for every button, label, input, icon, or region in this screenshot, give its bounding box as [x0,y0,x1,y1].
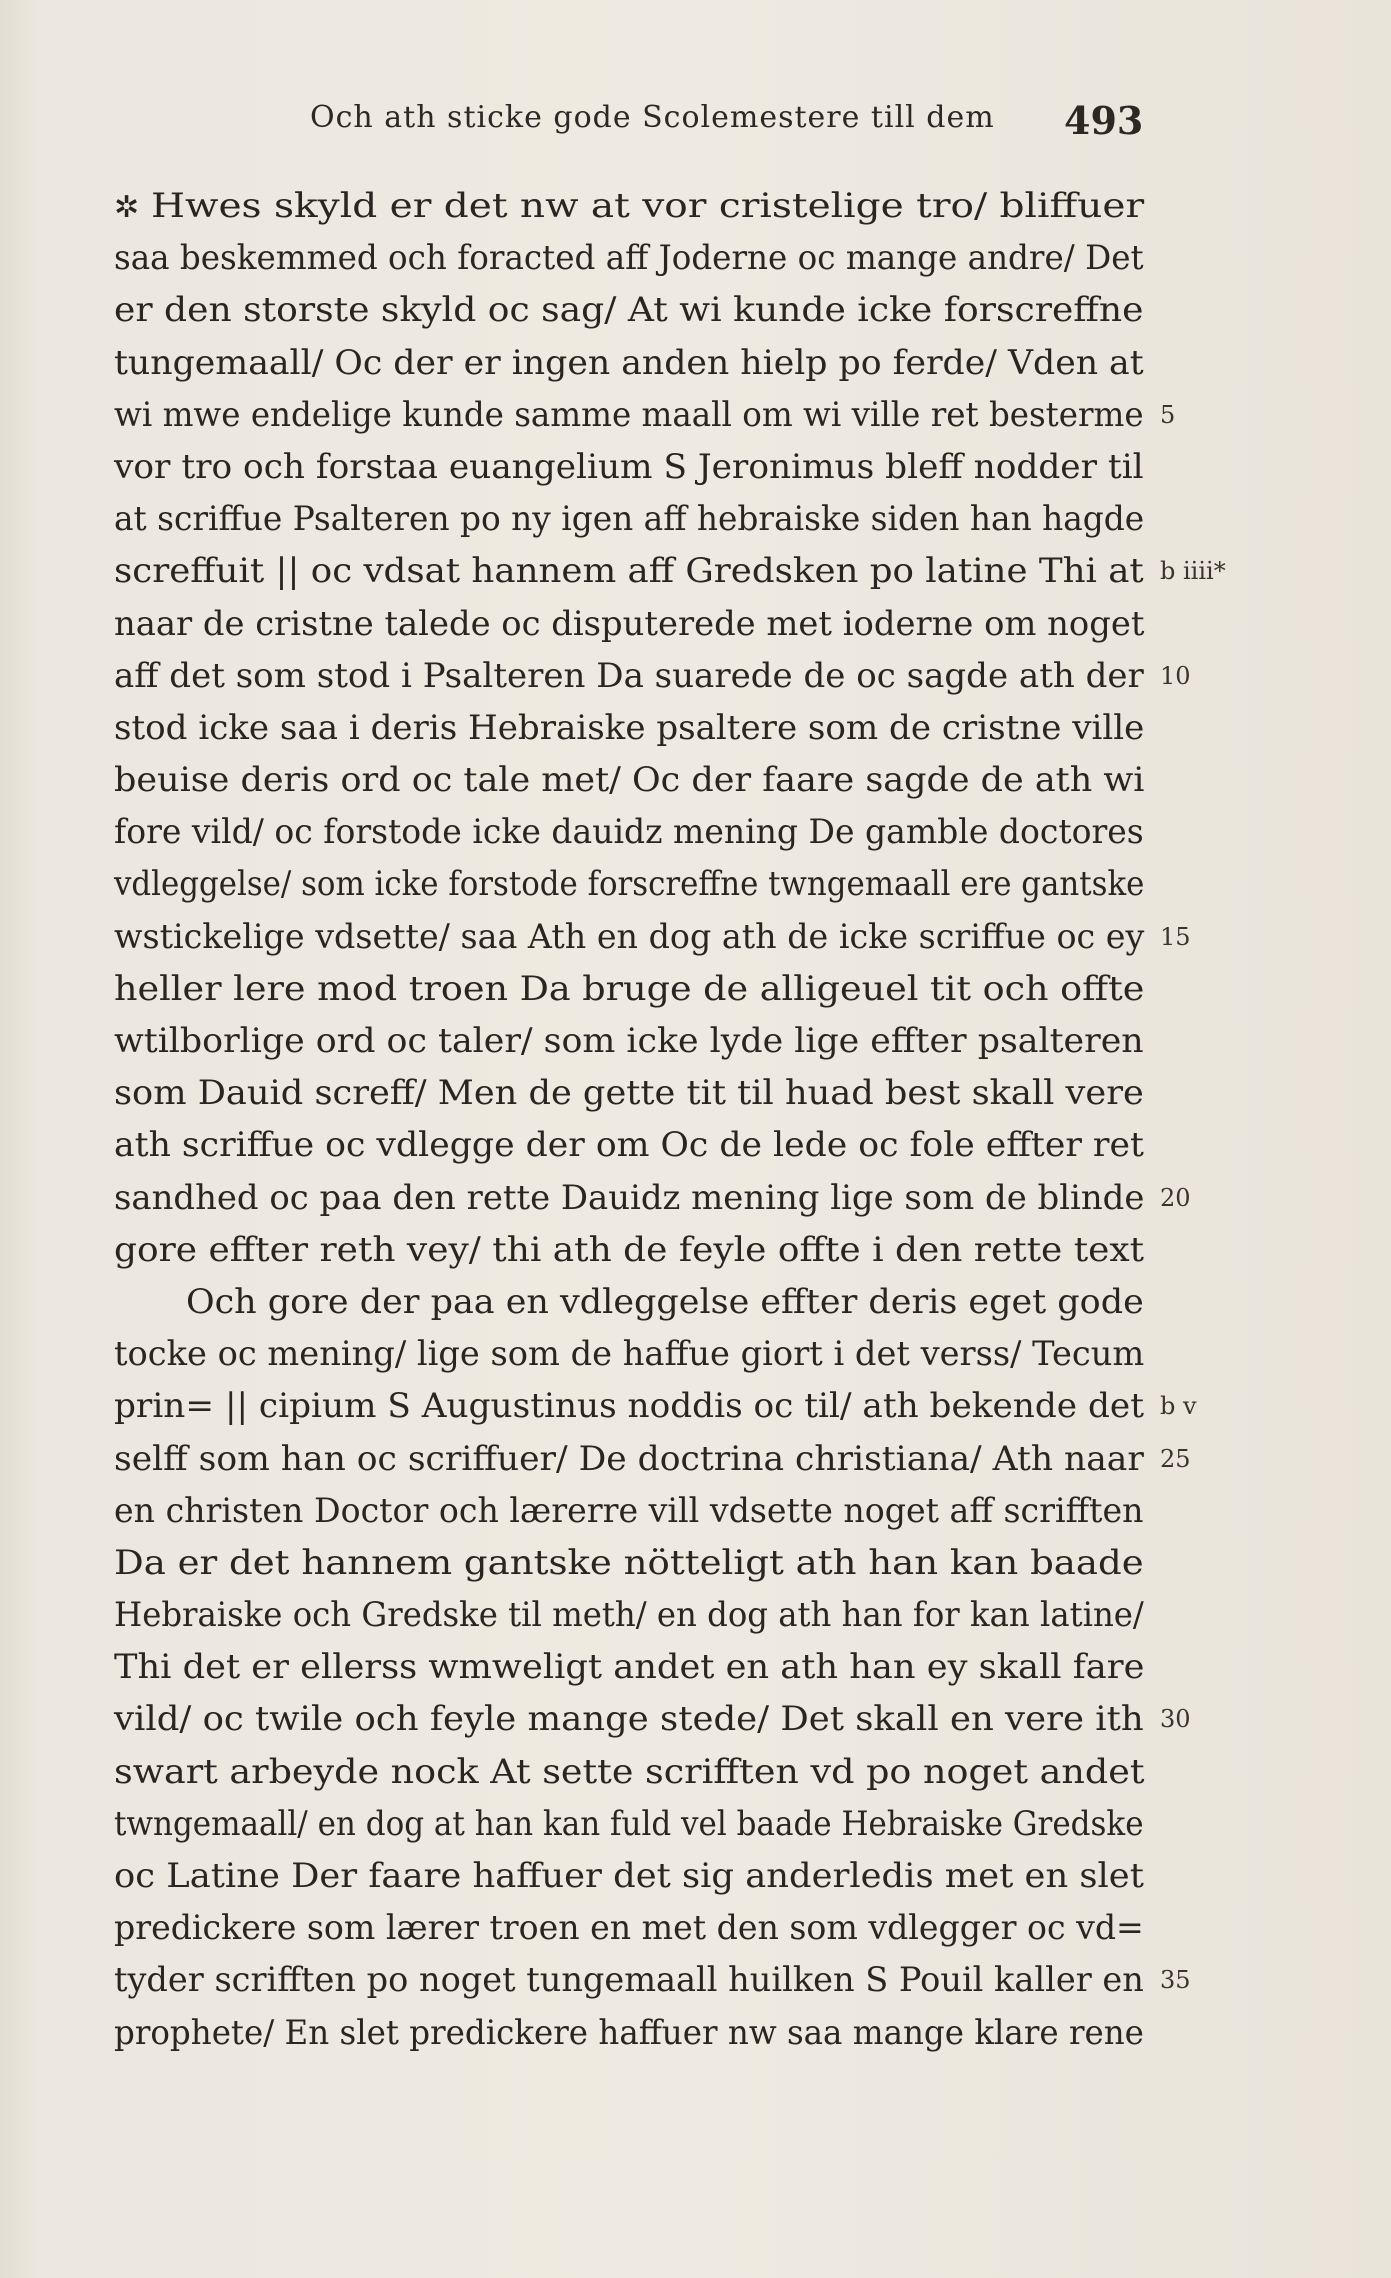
line-text: vdleggelse/ som icke forstode forscreffne twngemaall ere gantske [114,864,1145,905]
text-line [114,180,1144,232]
line-text: tyder scrifften po noget tungemaall huilken S Pouil kaller en [114,1960,1144,2001]
line-text: screffuit || oc vdsat hannem aff Gredsken po latine Thi at [114,551,1144,592]
text-line [114,1902,1144,1954]
line-text: ath scriffue oc vdlegge der om Oc de lede oc fole effter ret [114,1125,1144,1166]
text-line [114,441,1144,493]
text-line [114,598,1144,650]
line-text: oc Latine Der faare haffuer det sig anderledis met en slet [114,1856,1144,1896]
text-line [114,1954,1191,2006]
margin-line-number: 25 [1160,1444,1191,1473]
section-mark: ✲ [114,190,140,225]
text-line [114,337,1144,389]
line-text: vor tro och forstaa euangelium S Jeronimus bleff nodder til [114,446,1144,487]
margin-line-number: 35 [1160,1966,1191,1995]
text-line [114,1380,1197,1432]
text-line [114,284,1144,336]
line-text: saa beskemmed och foracted aff Joderne oc mange andre/ Det [114,238,1144,279]
text-line [114,1328,1144,1380]
text-line [114,389,1176,441]
margin-line-number: 20 [1160,1183,1191,1212]
line-text: wi mwe endelige kunde samme maall om wi ville ret besterme [114,394,1144,435]
text-line [114,806,1144,858]
line-text: prophete/ En slet predickere haffuer nw saa mange klare rene [114,2012,1144,2053]
line-text: Och gore der paa en vdleggelse effter deris eget gode [185,1281,1144,1322]
line-text: wtilborlige ord oc taler/ som icke lyde lige effter psalteren [114,1021,1144,1061]
text-line [114,2007,1144,2059]
line-text: en christen Doctor och lærerre vill vdsette noget aff scrifften [114,1490,1144,1531]
line-text: som Dauid screff/ Men de gette tit til huad best skall vere [114,1073,1144,1114]
page-number: 493 [1064,98,1144,143]
text-line [114,1015,1144,1067]
text-line [114,911,1191,963]
margin-line-number: 15 [1160,922,1191,951]
running-head: Och ath stickе gode Scolemestere till dem [310,100,995,135]
text-line [114,1798,1144,1850]
text-line [114,650,1191,702]
text-line [114,1172,1191,1224]
line-text: predickere som lærer troen en met den som vdlegger oc vd= [114,1908,1144,1949]
line-text: naar de cristne talede oc disputerede met ioderne om noget [114,603,1145,644]
text-line [114,493,1144,545]
text-line [114,1589,1144,1641]
line-text: swart arbeyde nock At sette scrifften vd po noget andet [114,1751,1145,1792]
line-text: at scriffue Psalteren po ny igen aff hebraiske siden han hagde [114,499,1145,540]
line-text: tungemaall/ Oc der er ingen anden hielp po ferde/ Vden at [114,342,1144,383]
text-line [114,754,1144,806]
text-line [114,1067,1144,1119]
text-line [114,1746,1144,1798]
line-text: aff det som stod i Psalteren Da suarede de oc sagde ath der [114,655,1144,696]
line-text: twngemaall/ en dog at han kan fuld vel baade Hebraiske Gredske [114,1803,1144,1844]
margin-line-number: b iiii* [1160,557,1226,586]
text-line [114,1276,1144,1328]
line-text: Da er det hannem gantske nötteligt ath han kan baade [114,1542,1144,1583]
line-text: sandhed oc paa den rette Dauidz mening lige som de blinde [114,1177,1145,1218]
text-line [114,1119,1144,1171]
line-text: selff som han oc scriffuer/ De doctrina christiana/ Ath naar [114,1438,1144,1479]
line-text: fore vild/ oc forstode icke dauidz mening De gamble doctores [114,812,1144,853]
line-text: vild/ oc twile och feyle mange stede/ Det skall en vere ith [114,1699,1144,1740]
line-text: wstickelige vdsette/ saa Ath en dog ath de icke scriffue oc ey [114,916,1145,957]
text-line [114,1641,1144,1693]
line-text: stod icke saa i deris Hebraiske psaltere som de cristne ville [114,707,1145,748]
body-text [114,180,1226,2059]
text-line [114,1224,1144,1276]
line-text: beuise deris ord oc tale met/ Oc der faare sagde de ath wi [114,760,1145,801]
line-text: prin= || cipium S Augustinus noddis oc til/ ath bekende det [114,1386,1144,1427]
line-text: Hebraiske och Gredske til meth/ en dog ath han for kan latine/ [114,1595,1144,1636]
text-line [114,702,1144,754]
line-text: heller lere mod troen Da bruge de alligeuel tit och offte [114,968,1145,1009]
text-line [114,1850,1144,1902]
text-line [114,858,1144,910]
line-text: tocke oc mening/ lige som de haffue giort i det verss/ Tecum [114,1334,1145,1375]
margin-line-number: 30 [1160,1705,1191,1734]
line-text: Hwes skyld er det nw at vor cristelige tro/ bliffuer [151,186,1145,226]
text-line [114,1433,1191,1485]
text-line [114,1485,1144,1537]
line-text: er den storste skyld oc sag/ At wi kunde icke forscreffne [114,290,1144,331]
text-line [114,232,1144,284]
line-text: gore effter reth vey/ thi ath de feyle offte i den rette text [114,1229,1145,1270]
margin-line-number: 5 [1160,400,1176,429]
margin-line-number: b v [1160,1392,1197,1421]
text-line [114,1537,1144,1589]
margin-line-number: 10 [1160,661,1191,690]
line-text: Thi det er ellerss wmweligt andet en ath han ey skall fare [114,1647,1145,1688]
text-line [114,1693,1191,1745]
text-line [114,545,1226,597]
text-line [114,963,1144,1015]
